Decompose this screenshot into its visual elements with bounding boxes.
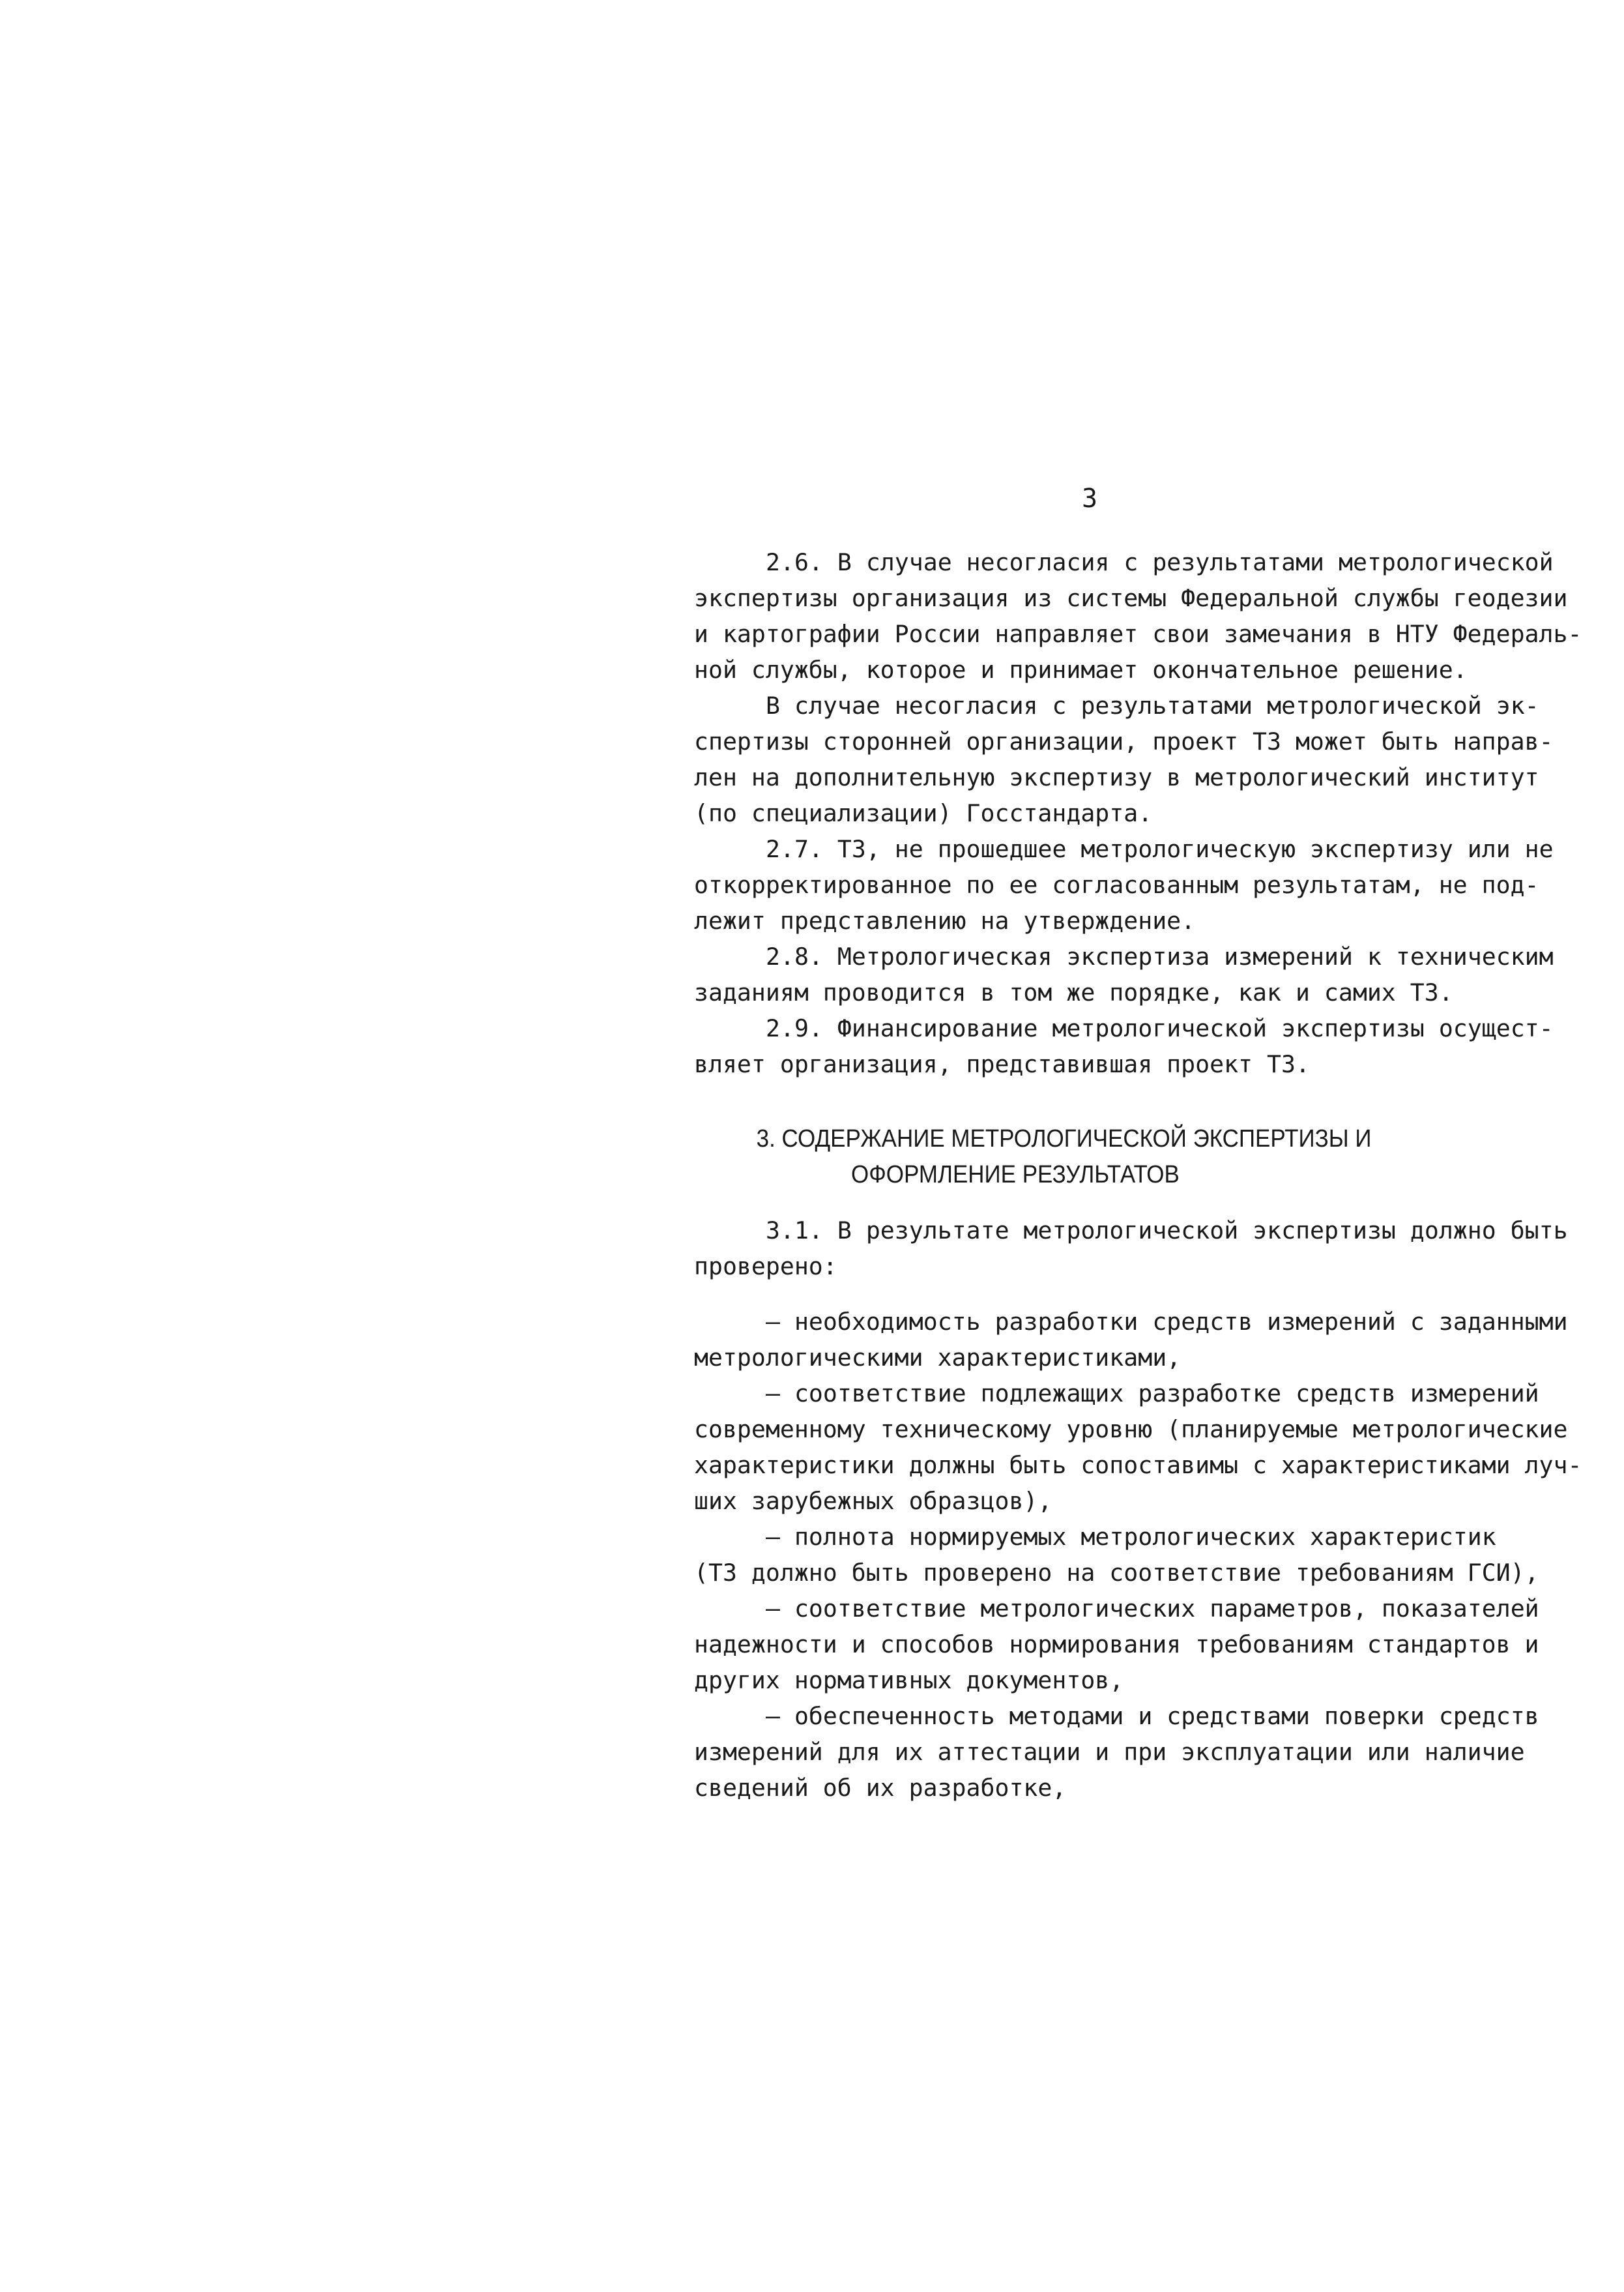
text-line: лежит представлению на утверждение. bbox=[694, 907, 1196, 935]
text-line: лен на дополнительную экспертизу в метрологический институт bbox=[694, 763, 1539, 791]
paragraph-2-6 bbox=[694, 544, 1582, 688]
text-line: вляет организация, представившая проект ТЗ. bbox=[694, 1050, 1310, 1078]
list-item bbox=[694, 1304, 1568, 1375]
text-line: 3.1. В результате метрологической экспертизы должно быть bbox=[766, 1216, 1568, 1244]
spacer bbox=[694, 1284, 1548, 1304]
text-line: заданиям проводится в том же порядке, как и самих ТЗ. bbox=[694, 978, 1453, 1006]
text-line: (по специализации) Госстандарта. bbox=[694, 799, 1153, 827]
text-line: метрологическими характеристиками, bbox=[694, 1344, 1182, 1372]
text-line: других нормативных документов, bbox=[694, 1666, 1124, 1694]
spacer bbox=[694, 1082, 1548, 1121]
text-line: сведений об их разработке, bbox=[694, 1774, 1067, 1802]
spacer bbox=[694, 1193, 1548, 1212]
text-line: 2.6. В случае несогласия с результатами метрологической bbox=[766, 548, 1554, 576]
text-line: В случае несогласия с результатами метрологической эк- bbox=[766, 692, 1539, 720]
text-line: проверено: bbox=[694, 1252, 837, 1280]
list-item bbox=[694, 1591, 1548, 1698]
text-line: экспертизы организация из системы Федеральной службы геодезии bbox=[694, 584, 1568, 612]
text-line: – необходимость разработки средств измерений с заданными bbox=[766, 1308, 1568, 1336]
text-line: спертизы сторонней организации, проект ТЗ может быть направ- bbox=[694, 727, 1554, 756]
text-line: 2.9. Финансирование метрологической экспертизы осущест- bbox=[766, 1014, 1554, 1042]
text-line: характеристики должны быть сопоставимы с характеристиками луч- bbox=[694, 1451, 1582, 1479]
heading-line: ОФОРМЛЕНИЕ РЕЗУЛЬТАТОВ bbox=[851, 1161, 1180, 1188]
paragraph-2-8 bbox=[694, 939, 1554, 1010]
document-body bbox=[694, 544, 1582, 1806]
section-3-heading bbox=[694, 1121, 1548, 1193]
text-line: 2.8. Метрологическая экспертиза измерений к техническим bbox=[766, 943, 1554, 971]
text-line: (ТЗ должно быть проверено на соответствие требованиям ГСИ), bbox=[694, 1559, 1539, 1587]
text-line: ной службы, которое и принимает окончательное решение. bbox=[694, 656, 1468, 684]
paragraph-2-7 bbox=[694, 831, 1554, 939]
paragraph-2-6-second bbox=[694, 688, 1554, 831]
list-item bbox=[694, 1519, 1548, 1591]
list-item bbox=[694, 1698, 1548, 1806]
text-line: ших зарубежных образцов), bbox=[694, 1487, 1052, 1515]
text-line: измерений для их аттестации и при эксплуатации или наличие bbox=[694, 1738, 1525, 1766]
text-line: – обеспеченность методами и средствами поверки средств bbox=[766, 1702, 1539, 1730]
text-line: – соответствие метрологических параметров, показателей bbox=[766, 1594, 1539, 1623]
text-line: надежности и способов нормирования требованиям стандартов и bbox=[694, 1630, 1539, 1658]
text-line: 2.7. ТЗ, не прошедшее метрологическую экспертизу или не bbox=[766, 835, 1554, 863]
text-line: современному техническому уровню (планируемые метрологические bbox=[694, 1415, 1568, 1443]
paragraph-2-9 bbox=[694, 1010, 1554, 1082]
page-number: 3 bbox=[1082, 484, 1098, 514]
text-line: – соответствие подлежащих разработке средств измерений bbox=[766, 1379, 1539, 1407]
heading-line: 3. СОДЕРЖАНИЕ МЕТРОЛОГИЧЕСКОЙ ЭКСПЕРТИЗЫ И bbox=[756, 1125, 1372, 1153]
text-line: откорректированное по ее согласованным результатам, не под- bbox=[694, 871, 1539, 899]
text-line: и картографии России направляет свои замечания в НТУ Федераль- bbox=[694, 620, 1582, 648]
list-item bbox=[694, 1375, 1582, 1519]
paragraph-3-1 bbox=[694, 1212, 1568, 1284]
text-line: – полнота нормируемых метрологических характеристик bbox=[766, 1523, 1496, 1551]
